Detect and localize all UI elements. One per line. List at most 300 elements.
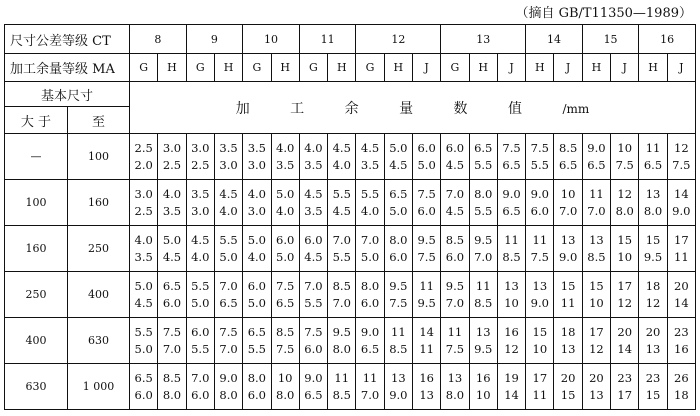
ma-level-cell: H bbox=[582, 54, 610, 82]
allowance-value-top: 11 bbox=[589, 186, 604, 201]
allowance-cell bbox=[214, 272, 242, 318]
allowance-value-bottom: 7.0 bbox=[219, 341, 238, 356]
allowance-value-top: 17 bbox=[617, 278, 633, 293]
allowance-value-bottom: 4.5 bbox=[445, 157, 465, 172]
table-row bbox=[5, 272, 696, 318]
table-row bbox=[5, 226, 696, 272]
allowance-cell bbox=[328, 226, 356, 272]
size-to-cell: 160 bbox=[68, 180, 130, 226]
allowance-value-top: 5.0 bbox=[389, 140, 408, 155]
allowance-value-bottom: 8.5 bbox=[474, 295, 493, 310]
size-to-cell: 100 bbox=[68, 134, 130, 180]
allowance-cell bbox=[469, 180, 497, 226]
allowance-value-bottom: 5.0 bbox=[360, 249, 380, 264]
allowance-value-bottom: 6.0 bbox=[134, 387, 153, 402]
allowance-value-top: 7.5 bbox=[219, 324, 238, 339]
ct-level-cell: 12 bbox=[356, 25, 441, 54]
allowance-value-top: 8.0 bbox=[247, 370, 266, 385]
allowance-cell bbox=[611, 226, 639, 272]
allowance-value-top: 6.0 bbox=[191, 324, 210, 339]
allowance-cell bbox=[611, 180, 639, 226]
allowance-cell bbox=[441, 364, 469, 410]
allowance-cell bbox=[497, 180, 525, 226]
allowance-cell bbox=[526, 272, 554, 318]
allowance-value-top: 9.0 bbox=[304, 370, 323, 385]
allowance-value-top: 7.5 bbox=[304, 324, 323, 339]
allowance-value-bottom: 4.5 bbox=[162, 249, 182, 264]
allowance-value-top: 11 bbox=[419, 278, 434, 293]
allowance-cell bbox=[554, 180, 582, 226]
allowance-value-bottom: 13 bbox=[645, 341, 661, 356]
allowance-value-top: 5.0 bbox=[276, 186, 295, 201]
ma-level-cell: H bbox=[158, 54, 186, 82]
allowance-cell bbox=[412, 226, 440, 272]
allowance-value-top: 9.5 bbox=[445, 278, 465, 293]
allowance-value-bottom: 6.0 bbox=[445, 249, 465, 264]
allowance-value-top: 6.5 bbox=[162, 278, 182, 293]
allowance-value-bottom: 7.5 bbox=[672, 157, 691, 172]
allowance-cell bbox=[384, 318, 412, 364]
basic-size-label: 基本尺寸 bbox=[5, 82, 130, 107]
allowance-value-top: 14 bbox=[419, 324, 434, 339]
allowance-value-bottom: 10 bbox=[589, 295, 604, 310]
allowance-value-top: 5.0 bbox=[134, 278, 153, 293]
allowance-cell bbox=[526, 134, 554, 180]
allowance-cell bbox=[130, 134, 158, 180]
allowance-cell bbox=[356, 318, 384, 364]
allowance-value-top: 5.0 bbox=[247, 232, 266, 247]
allowance-value-top: 13 bbox=[504, 278, 519, 293]
allowance-cell bbox=[526, 318, 554, 364]
allowance-value-bottom: 13 bbox=[560, 341, 576, 356]
allowance-value-bottom: 6.0 bbox=[530, 203, 549, 218]
allowance-value-top: 17 bbox=[589, 324, 604, 339]
allowance-cell bbox=[271, 226, 299, 272]
allowance-value-top: 6.5 bbox=[389, 186, 408, 201]
allowance-value-bottom: 6.5 bbox=[502, 203, 521, 218]
allowance-cell bbox=[582, 226, 610, 272]
allowance-value-top: 16 bbox=[504, 324, 519, 339]
allowance-value-top: 6.5 bbox=[474, 140, 493, 155]
allowance-value-bottom: 2.5 bbox=[162, 157, 182, 172]
allowance-cell bbox=[243, 318, 271, 364]
ma-level-cell: H bbox=[214, 54, 242, 82]
allowance-value-bottom: 8.0 bbox=[219, 387, 238, 402]
values-label: 加 工 余 量 数 值 bbox=[235, 100, 540, 117]
table-row bbox=[5, 318, 696, 364]
allowance-cell bbox=[582, 364, 610, 410]
allowance-value-top: 6.0 bbox=[276, 232, 295, 247]
allowance-value-top: 11 bbox=[362, 370, 378, 385]
allowance-value-bottom: 11 bbox=[560, 295, 576, 310]
allowance-value-bottom: 9.5 bbox=[643, 249, 663, 264]
allowance-value-top: 4.0 bbox=[304, 140, 323, 155]
allowance-value-bottom: 4.5 bbox=[445, 203, 465, 218]
allowance-value-top: 16 bbox=[475, 370, 491, 385]
allowance-value-top: 4.5 bbox=[219, 186, 238, 201]
allowance-value-bottom: 3.5 bbox=[276, 157, 295, 172]
allowance-value-bottom: 10 bbox=[532, 341, 548, 356]
allowance-value-bottom: 12 bbox=[617, 295, 633, 310]
allowance-cell bbox=[299, 272, 327, 318]
allowance-value-top: 3.5 bbox=[219, 140, 238, 155]
allowance-value-top: 7.0 bbox=[304, 278, 323, 293]
allowance-value-top: 15 bbox=[617, 232, 633, 247]
allowance-cell bbox=[639, 318, 667, 364]
allowance-cell bbox=[412, 180, 440, 226]
ma-level-cell: G bbox=[356, 54, 384, 82]
allowance-value-top: 20 bbox=[674, 278, 689, 293]
allowance-value-top: 18 bbox=[645, 278, 661, 293]
allowance-value-bottom: 6.0 bbox=[191, 387, 210, 402]
allowance-value-top: 3.5 bbox=[191, 186, 210, 201]
allowance-value-top: 9.0 bbox=[219, 370, 238, 385]
allowance-value-top: 3.5 bbox=[247, 140, 266, 155]
allowance-cell bbox=[667, 364, 695, 410]
allowance-cell bbox=[469, 318, 497, 364]
allowance-value-bottom: 4.0 bbox=[219, 203, 238, 218]
allowance-value-bottom: 8.0 bbox=[615, 203, 634, 218]
allowance-cell bbox=[384, 134, 412, 180]
allowance-value-top: 11 bbox=[334, 370, 350, 385]
allowance-value-bottom: 5.0 bbox=[389, 203, 408, 218]
allowance-value-top: 8.0 bbox=[360, 278, 380, 293]
allowance-value-bottom: 7.0 bbox=[445, 295, 465, 310]
allowance-cell bbox=[441, 180, 469, 226]
allowance-value-bottom: 5.0 bbox=[417, 157, 436, 172]
allowance-value-bottom: 9.0 bbox=[389, 387, 408, 402]
allowance-cell bbox=[130, 180, 158, 226]
allowance-value-top: 10 bbox=[277, 370, 293, 385]
allowance-value-bottom: 13 bbox=[419, 387, 434, 402]
allowance-value-top: 15 bbox=[532, 324, 548, 339]
allowance-value-top: 9.0 bbox=[587, 140, 606, 155]
allowance-cell bbox=[554, 134, 582, 180]
allowance-value-bottom: 6.5 bbox=[276, 295, 295, 310]
allowance-value-bottom: 11 bbox=[419, 341, 434, 356]
allowance-value-bottom: 5.5 bbox=[304, 295, 323, 310]
allowance-cell bbox=[158, 226, 186, 272]
allowance-value-top: 15 bbox=[589, 278, 604, 293]
allowance-value-bottom: 7.0 bbox=[360, 387, 380, 402]
greater-than-label: 大 于 bbox=[5, 107, 68, 134]
allowance-value-bottom: 9.5 bbox=[474, 341, 493, 356]
allowance-value-bottom: 7.0 bbox=[587, 203, 606, 218]
allowance-cell bbox=[469, 226, 497, 272]
allowance-cell bbox=[667, 134, 695, 180]
allowance-cell bbox=[356, 134, 384, 180]
allowance-cell bbox=[497, 134, 525, 180]
allowance-value-top: 9.5 bbox=[389, 278, 408, 293]
allowance-value-bottom: 7.5 bbox=[615, 157, 634, 172]
allowance-value-top: 11 bbox=[645, 140, 661, 155]
allowance-cell bbox=[639, 226, 667, 272]
allowance-cell bbox=[243, 364, 271, 410]
allowance-cell bbox=[299, 226, 327, 272]
allowance-value-top: 13 bbox=[391, 370, 406, 385]
allowance-value-bottom: 3.5 bbox=[360, 157, 380, 172]
allowance-value-bottom: 8.0 bbox=[445, 387, 465, 402]
allowance-value-top: 20 bbox=[617, 324, 633, 339]
allowance-value-top: 26 bbox=[674, 370, 689, 385]
allowance-value-top: 23 bbox=[645, 370, 661, 385]
allowance-value-top: 7.0 bbox=[191, 370, 210, 385]
ma-level-cell: H bbox=[271, 54, 299, 82]
allowance-cell bbox=[554, 318, 582, 364]
allowance-value-bottom: 5.5 bbox=[332, 249, 351, 264]
allowance-cell bbox=[271, 318, 299, 364]
ct-level-cell: 16 bbox=[639, 25, 696, 54]
allowance-cell bbox=[582, 180, 610, 226]
ma-header-row bbox=[5, 54, 696, 82]
up-to-label: 至 bbox=[68, 107, 130, 134]
table-row bbox=[5, 134, 696, 180]
allowance-value-top: 5.5 bbox=[134, 324, 153, 339]
ct-level-cell: 10 bbox=[243, 25, 300, 54]
allowance-value-top: 8.5 bbox=[162, 370, 182, 385]
allowance-value-top: 13 bbox=[589, 232, 604, 247]
ct-level-cell: 9 bbox=[186, 25, 243, 54]
allowance-value-bottom: 5.5 bbox=[191, 341, 210, 356]
allowance-cell bbox=[186, 180, 214, 226]
size-from-cell: 630 bbox=[5, 364, 68, 410]
ma-level-cell: J bbox=[554, 54, 582, 82]
ct-header-row bbox=[5, 25, 696, 54]
allowance-value-top: 12 bbox=[674, 140, 689, 155]
allowance-cell bbox=[611, 318, 639, 364]
allowance-value-bottom: 7.5 bbox=[417, 249, 436, 264]
allowance-value-bottom: 7.5 bbox=[276, 341, 295, 356]
allowance-cell bbox=[243, 272, 271, 318]
allowance-value-top: 7.5 bbox=[417, 186, 436, 201]
allowance-value-bottom: 9.0 bbox=[672, 203, 691, 218]
size-from-cell: 400 bbox=[5, 318, 68, 364]
allowance-value-bottom: 5.0 bbox=[276, 249, 295, 264]
allowance-value-top: 8.0 bbox=[389, 232, 408, 247]
allowance-value-bottom: 8.5 bbox=[502, 249, 521, 264]
values-header bbox=[130, 82, 696, 134]
allowance-value-bottom: 4.0 bbox=[276, 203, 295, 218]
ma-level-cell: G bbox=[299, 54, 327, 82]
allowance-value-top: 13 bbox=[475, 324, 491, 339]
allowance-cell bbox=[271, 272, 299, 318]
allowance-cell bbox=[412, 134, 440, 180]
allowance-value-bottom: 4.5 bbox=[332, 203, 351, 218]
source-note: （摘自 GB/T11350—1989） bbox=[515, 6, 692, 21]
allowance-cell bbox=[469, 134, 497, 180]
allowance-value-top: 6.0 bbox=[304, 232, 323, 247]
allowance-value-top: 13 bbox=[532, 278, 548, 293]
allowance-value-top: 11 bbox=[391, 324, 406, 339]
allowance-cell bbox=[328, 364, 356, 410]
allowance-cell bbox=[158, 272, 186, 318]
allowance-cell bbox=[384, 364, 412, 410]
allowance-value-bottom: 11 bbox=[532, 387, 548, 402]
ct-level-cell: 13 bbox=[441, 25, 526, 54]
allowance-value-top: 4.5 bbox=[304, 186, 323, 201]
allowance-value-bottom: 3.5 bbox=[134, 249, 153, 264]
allowance-cell bbox=[469, 272, 497, 318]
allowance-value-top: 9.0 bbox=[360, 324, 380, 339]
size-to-cell: 400 bbox=[68, 272, 130, 318]
allowance-value-bottom: 3.0 bbox=[219, 157, 238, 172]
ma-level-cell: J bbox=[497, 54, 525, 82]
ct-label: 尺寸公差等级 CT bbox=[5, 25, 130, 54]
allowance-value-bottom: 9.5 bbox=[417, 295, 436, 310]
allowance-cell bbox=[667, 226, 695, 272]
allowance-cell bbox=[356, 226, 384, 272]
ma-level-cell: H bbox=[639, 54, 667, 82]
allowance-value-top: 6.0 bbox=[247, 278, 266, 293]
allowance-value-bottom: 5.0 bbox=[219, 249, 238, 264]
allowance-value-bottom: 6.0 bbox=[360, 295, 380, 310]
allowance-cell bbox=[497, 364, 525, 410]
allowance-value-bottom: 6.5 bbox=[558, 157, 578, 172]
allowance-value-top: 14 bbox=[674, 186, 689, 201]
allowance-value-bottom: 4.0 bbox=[332, 157, 351, 172]
allowance-value-bottom: 5.5 bbox=[474, 203, 493, 218]
allowance-cell bbox=[328, 134, 356, 180]
allowance-cell bbox=[243, 226, 271, 272]
allowance-cell bbox=[554, 226, 582, 272]
allowance-value-bottom: 16 bbox=[674, 341, 689, 356]
allowance-value-bottom: 6.0 bbox=[304, 341, 323, 356]
allowance-value-top: 3.0 bbox=[134, 186, 153, 201]
allowance-value-top: 4.5 bbox=[332, 140, 351, 155]
allowance-value-top: 8.5 bbox=[558, 140, 578, 155]
allowance-cell bbox=[667, 318, 695, 364]
allowance-cell bbox=[271, 180, 299, 226]
allowance-value-top: 20 bbox=[589, 370, 604, 385]
allowance-cell bbox=[412, 364, 440, 410]
allowance-value-top: 4.0 bbox=[276, 140, 295, 155]
table-row bbox=[5, 364, 696, 410]
allowance-value-bottom: 7.0 bbox=[162, 341, 182, 356]
allowance-value-top: 9.0 bbox=[530, 186, 549, 201]
allowance-cell bbox=[356, 180, 384, 226]
allowance-value-bottom: 6.5 bbox=[643, 157, 663, 172]
allowance-value-bottom: 8.0 bbox=[162, 387, 182, 402]
allowance-value-top: 3.0 bbox=[162, 140, 182, 155]
allowance-value-top: 6.5 bbox=[134, 370, 153, 385]
allowance-value-top: 8.5 bbox=[332, 278, 351, 293]
allowance-cell bbox=[186, 318, 214, 364]
allowance-value-top: 6.0 bbox=[417, 140, 436, 155]
ma-level-cell: G bbox=[243, 54, 271, 82]
allowance-value-top: 12 bbox=[617, 186, 633, 201]
allowance-value-top: 15 bbox=[645, 232, 661, 247]
allowance-cell bbox=[554, 364, 582, 410]
ma-label: 加工余量等级 MA bbox=[5, 54, 130, 82]
allowance-value-top: 5.5 bbox=[219, 232, 238, 247]
allowance-cell bbox=[526, 364, 554, 410]
allowance-cell bbox=[554, 272, 582, 318]
allowance-cell bbox=[214, 318, 242, 364]
allowance-cell bbox=[611, 364, 639, 410]
size-to-cell: 630 bbox=[68, 318, 130, 364]
allowance-value-bottom: 6.0 bbox=[247, 387, 266, 402]
allowance-value-top: 9.5 bbox=[417, 232, 436, 247]
allowance-value-bottom: 12 bbox=[504, 341, 519, 356]
allowance-cell bbox=[441, 226, 469, 272]
allowance-value-bottom: 18 bbox=[674, 387, 689, 402]
allowance-cell bbox=[158, 364, 186, 410]
allowance-value-top: 2.5 bbox=[134, 140, 153, 155]
allowance-cell bbox=[130, 226, 158, 272]
allowance-value-bottom: 5.0 bbox=[191, 295, 210, 310]
allowance-value-bottom: 5.5 bbox=[474, 157, 493, 172]
allowance-cell bbox=[441, 272, 469, 318]
allowance-value-bottom: 6.5 bbox=[304, 387, 323, 402]
size-from-cell: 100 bbox=[5, 180, 68, 226]
allowance-value-top: 17 bbox=[532, 370, 548, 385]
allowance-value-top: 5.0 bbox=[162, 232, 182, 247]
allowance-cell bbox=[611, 272, 639, 318]
allowance-value-bottom: 13 bbox=[589, 387, 604, 402]
unit-label: /mm bbox=[562, 101, 590, 116]
allowance-value-top: 7.5 bbox=[162, 324, 182, 339]
allowance-value-bottom: 6.0 bbox=[417, 203, 436, 218]
allowance-cell bbox=[611, 134, 639, 180]
allowance-value-top: 7.5 bbox=[502, 140, 521, 155]
allowance-cell bbox=[214, 134, 242, 180]
allowance-value-bottom: 10 bbox=[475, 387, 491, 402]
allowance-cell bbox=[158, 180, 186, 226]
allowance-cell bbox=[186, 226, 214, 272]
allowance-value-bottom: 8.0 bbox=[276, 387, 295, 402]
allowance-value-bottom: 8.5 bbox=[587, 249, 606, 264]
allowance-cell bbox=[441, 134, 469, 180]
allowance-value-bottom: 9.0 bbox=[530, 295, 549, 310]
table-row bbox=[5, 180, 696, 226]
ma-level-cell: G bbox=[441, 54, 469, 82]
allowance-value-top: 13 bbox=[447, 370, 463, 385]
allowance-cell bbox=[214, 364, 242, 410]
allowance-value-bottom: 4.5 bbox=[389, 157, 408, 172]
allowance-value-bottom: 15 bbox=[560, 387, 576, 402]
allowance-cell bbox=[412, 318, 440, 364]
allowance-cell bbox=[299, 364, 327, 410]
allowance-cell bbox=[186, 134, 214, 180]
allowance-cell bbox=[639, 180, 667, 226]
allowance-value-top: 23 bbox=[617, 370, 633, 385]
size-to-cell: 250 bbox=[68, 226, 130, 272]
allowance-cell bbox=[328, 318, 356, 364]
allowance-value-bottom: 5.0 bbox=[134, 341, 153, 356]
allowance-value-bottom: 7.5 bbox=[389, 295, 408, 310]
allowance-value-bottom: 6.5 bbox=[502, 157, 521, 172]
allowance-value-top: 20 bbox=[560, 370, 576, 385]
allowance-value-top: 8.5 bbox=[445, 232, 465, 247]
allowance-cell bbox=[186, 364, 214, 410]
allowance-cell bbox=[497, 226, 525, 272]
allowance-cell bbox=[667, 180, 695, 226]
allowance-cell bbox=[158, 134, 186, 180]
allowance-value-bottom: 10 bbox=[617, 249, 633, 264]
allowance-value-top: 7.0 bbox=[445, 186, 465, 201]
allowance-value-top: 5.5 bbox=[191, 278, 210, 293]
allowance-value-top: 9.5 bbox=[474, 232, 493, 247]
allowance-value-bottom: 4.0 bbox=[191, 249, 210, 264]
allowance-value-bottom: 4.0 bbox=[247, 249, 266, 264]
ma-level-cell: J bbox=[667, 54, 695, 82]
allowance-value-top: 11 bbox=[504, 232, 519, 247]
allowance-cell bbox=[639, 364, 667, 410]
size-from-cell: 250 bbox=[5, 272, 68, 318]
allowance-cell bbox=[271, 364, 299, 410]
allowance-value-bottom: 6.0 bbox=[389, 249, 408, 264]
allowance-value-top: 15 bbox=[560, 278, 576, 293]
